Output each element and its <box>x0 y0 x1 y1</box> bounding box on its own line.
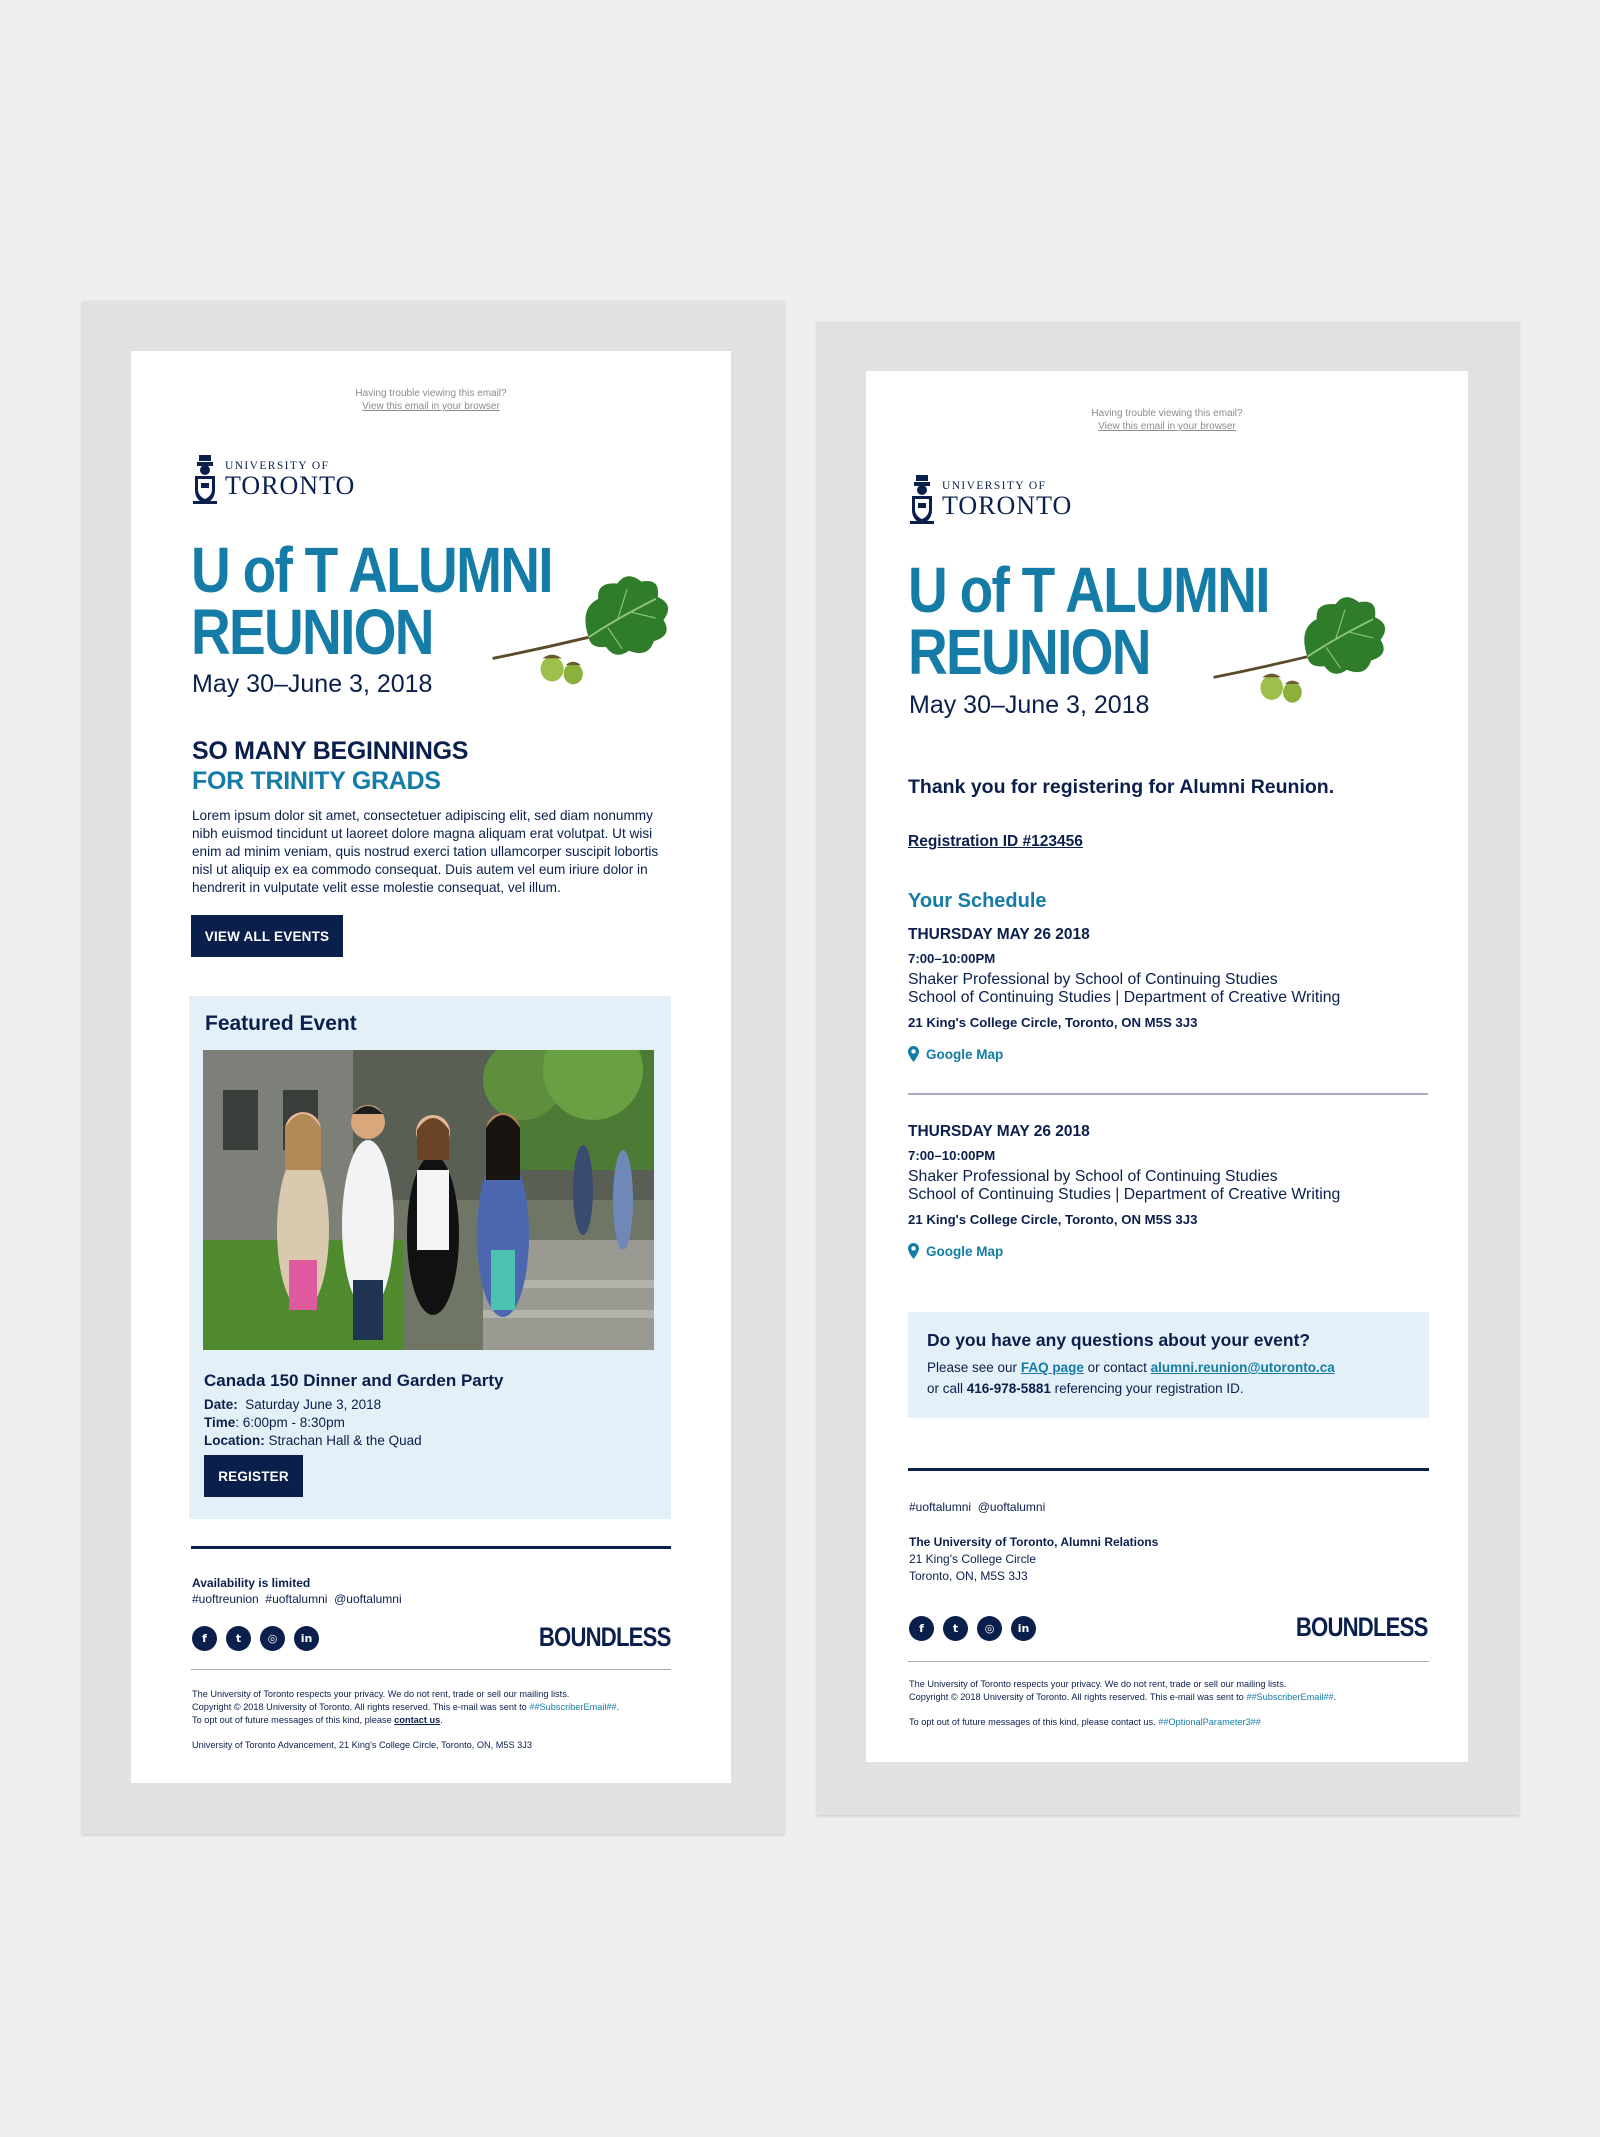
register-button[interactable]: REGISTER <box>204 1455 303 1497</box>
google-map-link[interactable] <box>908 1046 1003 1062</box>
social-links <box>192 1626 319 1651</box>
logo-text <box>225 460 355 499</box>
questions-line1-mid: or contact <box>1083 1360 1151 1375</box>
map-pin-icon <box>908 1046 919 1062</box>
event-date <box>204 1397 381 1412</box>
opt-out-text: To opt out of future messages of this kind, please <box>192 1715 395 1725</box>
schedule-day: THURSDAY MAY 26 2018 <box>908 926 1090 943</box>
event-location-label: Location: <box>204 1433 265 1448</box>
spacer <box>192 1727 672 1739</box>
questions-line2 <box>927 1381 1244 1396</box>
footer-divider-2 <box>908 1468 1429 1471</box>
org-address2: Toronto, ON, M5S 3J3 <box>909 1569 1028 1583</box>
logo-line1: UNIVERSITY OF <box>225 459 330 472</box>
crest-icon <box>193 452 217 506</box>
trouble-text: Having trouble viewing this email? <box>355 388 507 399</box>
title-line2-2: REUNION <box>908 616 1150 688</box>
reunion-dates-2: May 30–June 3, 2018 <box>909 691 1150 719</box>
copyright-text: Copyright © 2018 University of Toronto. All rights reserved. This e-mail was sent to <box>192 1702 530 1712</box>
event-photo-image <box>203 1050 654 1350</box>
questions-line2-start: or call <box>927 1381 967 1396</box>
twitter-icon[interactable]: t <box>226 1626 251 1651</box>
schedule-description <box>908 971 1340 1007</box>
email-link[interactable]: alumni.reunion@utoronto.ca <box>1150 1360 1335 1375</box>
boundless-logo-2: BOUNDLESS <box>1296 1612 1428 1642</box>
schedule-desc-line1: Shaker Professional by School of Continuing Studies <box>908 971 1278 988</box>
event-location-value: Strachan Hall & the Quad <box>268 1433 422 1448</box>
questions-box <box>908 1312 1429 1418</box>
view-all-events-button[interactable]: VIEW ALL EVENTS <box>191 915 343 957</box>
copyright-end: . <box>616 1702 620 1712</box>
schedule-time: 7:00–10:00PM <box>908 951 996 966</box>
trouble-text-2: Having trouble viewing this email? <box>1091 408 1243 419</box>
oak-leaf-icon <box>483 570 675 695</box>
fine-print <box>192 1688 672 1752</box>
title-line1: U of T ALUMNI <box>191 534 552 606</box>
registration-id-link[interactable]: Registration ID #123456 <box>908 833 1083 850</box>
logo-text-2 <box>942 480 1072 519</box>
hashtags: #uoftreunion #uoftalumni @uoftalumni <box>192 1592 402 1606</box>
facebook-icon[interactable]: f <box>192 1626 217 1651</box>
questions-title: Do you have any questions about your event? <box>927 1330 1311 1350</box>
uoft-logo[interactable] <box>193 452 355 506</box>
instagram-icon[interactable]: ◎ <box>260 1626 285 1651</box>
questions-line2-end: referencing your registration ID. <box>1050 1381 1244 1396</box>
facebook-icon[interactable]: f <box>909 1616 934 1641</box>
hashtags-2: #uoftalumni @uoftalumni <box>909 1500 1046 1514</box>
copyright-end-2: . <box>1333 1692 1337 1702</box>
map-pin-icon <box>908 1243 919 1259</box>
phone-number[interactable]: 416-978-5881 <box>966 1381 1051 1396</box>
schedule-desc-line1: Shaker Professional by School of Continuing Studies <box>908 1168 1278 1185</box>
title-line2: REUNION <box>191 596 433 668</box>
copyright-line <box>192 1701 672 1714</box>
trouble-notice-2 <box>866 407 1468 433</box>
linkedin-icon[interactable]: in <box>294 1626 319 1651</box>
opt-out-line-2 <box>909 1716 1429 1729</box>
org-address1: 21 King's College Circle <box>909 1552 1037 1566</box>
faq-link[interactable]: FAQ page <box>1020 1360 1084 1375</box>
optional-parameter-tag: ##OptionalParameter3## <box>1158 1717 1261 1727</box>
footer-divider <box>191 1546 671 1549</box>
fine-print-2 <box>909 1678 1429 1729</box>
fine-print-divider-2 <box>908 1661 1429 1662</box>
schedule-desc-line2: School of Continuing Studies | Department of Creative Writing <box>908 989 1341 1006</box>
linkedin-icon[interactable]: in <box>1011 1616 1036 1641</box>
copyright-line-2 <box>909 1691 1429 1704</box>
schedule-day: THURSDAY MAY 26 2018 <box>908 1123 1090 1140</box>
schedule-address: 21 King's College Circle, Toronto, ON M5S 3J3 <box>908 1212 1198 1227</box>
featured-event-title: Featured Event <box>205 1012 357 1035</box>
uoft-logo-2[interactable] <box>910 472 1072 526</box>
questions-line1-start: Please see our <box>927 1360 1021 1375</box>
privacy-line: The University of Toronto respects your privacy. We do not rent, trade or sell our mailing lists. <box>192 1689 570 1699</box>
email-left <box>131 351 731 1783</box>
featured-event-card <box>189 996 671 1519</box>
crest-icon <box>910 472 934 526</box>
email-right <box>866 371 1468 1762</box>
questions-line1 <box>927 1360 1335 1375</box>
instagram-icon[interactable]: ◎ <box>977 1616 1002 1641</box>
contact-us-link[interactable]: contact us <box>394 1715 441 1725</box>
copyright-text-2: Copyright © 2018 University of Toronto. All rights reserved. This e-mail was sent to <box>909 1692 1247 1702</box>
availability-note: Availability is limited <box>192 1576 311 1590</box>
logo-line2-2: TORONTO <box>942 490 1073 520</box>
subscriber-tag-2: ##SubscriberEmail## <box>1246 1692 1334 1702</box>
intro-paragraph: Lorem ipsum dolor sit amet, consectetuer adipiscing elit, sed diam nonummy nibh euismod tincidunt ut laoreet dolore magna aliquam erat volutpat. Ut wisi enim ad minim veniam, quis nostrud exerci tation ullamcorper suscipit lobortis nisl ut aliquip ex ea commodo consequat. Duis autem vel eum iriure dolor in hendrerit in vulputate velit esse molestie consequat, vel illum. <box>192 808 659 895</box>
event-photo <box>203 1050 654 1350</box>
schedule-time: 7:00–10:00PM <box>908 1148 996 1163</box>
google-map-link[interactable] <box>908 1243 1003 1259</box>
privacy-line-2: The University of Toronto respects your privacy. We do not rent, trade or sell our mailing lists. <box>909 1679 1287 1689</box>
schedule-desc-line2: School of Continuing Studies | Department of Creative Writing <box>908 1186 1341 1203</box>
event-date-label: Date: <box>204 1397 238 1412</box>
event-time <box>204 1415 345 1430</box>
event-name: Canada 150 Dinner and Garden Party <box>204 1371 504 1390</box>
boundless-logo: BOUNDLESS <box>539 1622 671 1652</box>
view-in-browser-link-2[interactable]: View this email in your browser <box>1098 421 1236 432</box>
event-time-label: Time <box>204 1415 236 1430</box>
org-name: The University of Toronto, Alumni Relations <box>909 1535 1159 1549</box>
schedule-divider <box>908 1093 1428 1095</box>
spacer-2 <box>909 1704 1429 1716</box>
logo-line2: TORONTO <box>225 470 356 500</box>
opt-out-text-2: To opt out of future messages of this kind, please contact us. <box>909 1717 1159 1727</box>
twitter-icon[interactable]: t <box>943 1616 968 1641</box>
logo-line1-2: UNIVERSITY OF <box>942 479 1047 492</box>
event-date-value: Saturday June 3, 2018 <box>245 1397 382 1412</box>
event-location <box>204 1433 422 1448</box>
subscriber-tag: ##SubscriberEmail## <box>529 1702 617 1712</box>
schedule-description <box>908 1168 1340 1204</box>
google-map-label: Google Map <box>926 1046 1004 1062</box>
heading-trinity: FOR TRINITY GRADS <box>192 767 441 795</box>
opt-out-line <box>192 1714 672 1727</box>
thank-you-heading: Thank you for registering for Alumni Reunion. <box>908 776 1335 798</box>
google-map-label: Google Map <box>926 1243 1004 1259</box>
opt-out-end: . <box>440 1715 443 1725</box>
oak-leaf-icon <box>1204 591 1392 713</box>
fine-print-divider <box>191 1669 671 1670</box>
trouble-notice <box>131 387 731 413</box>
postal-address: University of Toronto Advancement, 21 King's College Circle, Toronto, ON, M5S 3J3 <box>192 1740 532 1750</box>
heading-beginnings: SO MANY BEGINNINGS <box>192 737 469 765</box>
schedule-address: 21 King's College Circle, Toronto, ON M5S 3J3 <box>908 1015 1198 1030</box>
title-line1-2: U of T ALUMNI <box>908 554 1269 626</box>
view-in-browser-link[interactable]: View this email in your browser <box>362 401 500 412</box>
event-time-value: : 6:00pm - 8:30pm <box>235 1415 345 1430</box>
social-links-2 <box>909 1616 1036 1641</box>
schedule-title: Your Schedule <box>908 890 1047 912</box>
reunion-dates: May 30–June 3, 2018 <box>192 670 433 698</box>
